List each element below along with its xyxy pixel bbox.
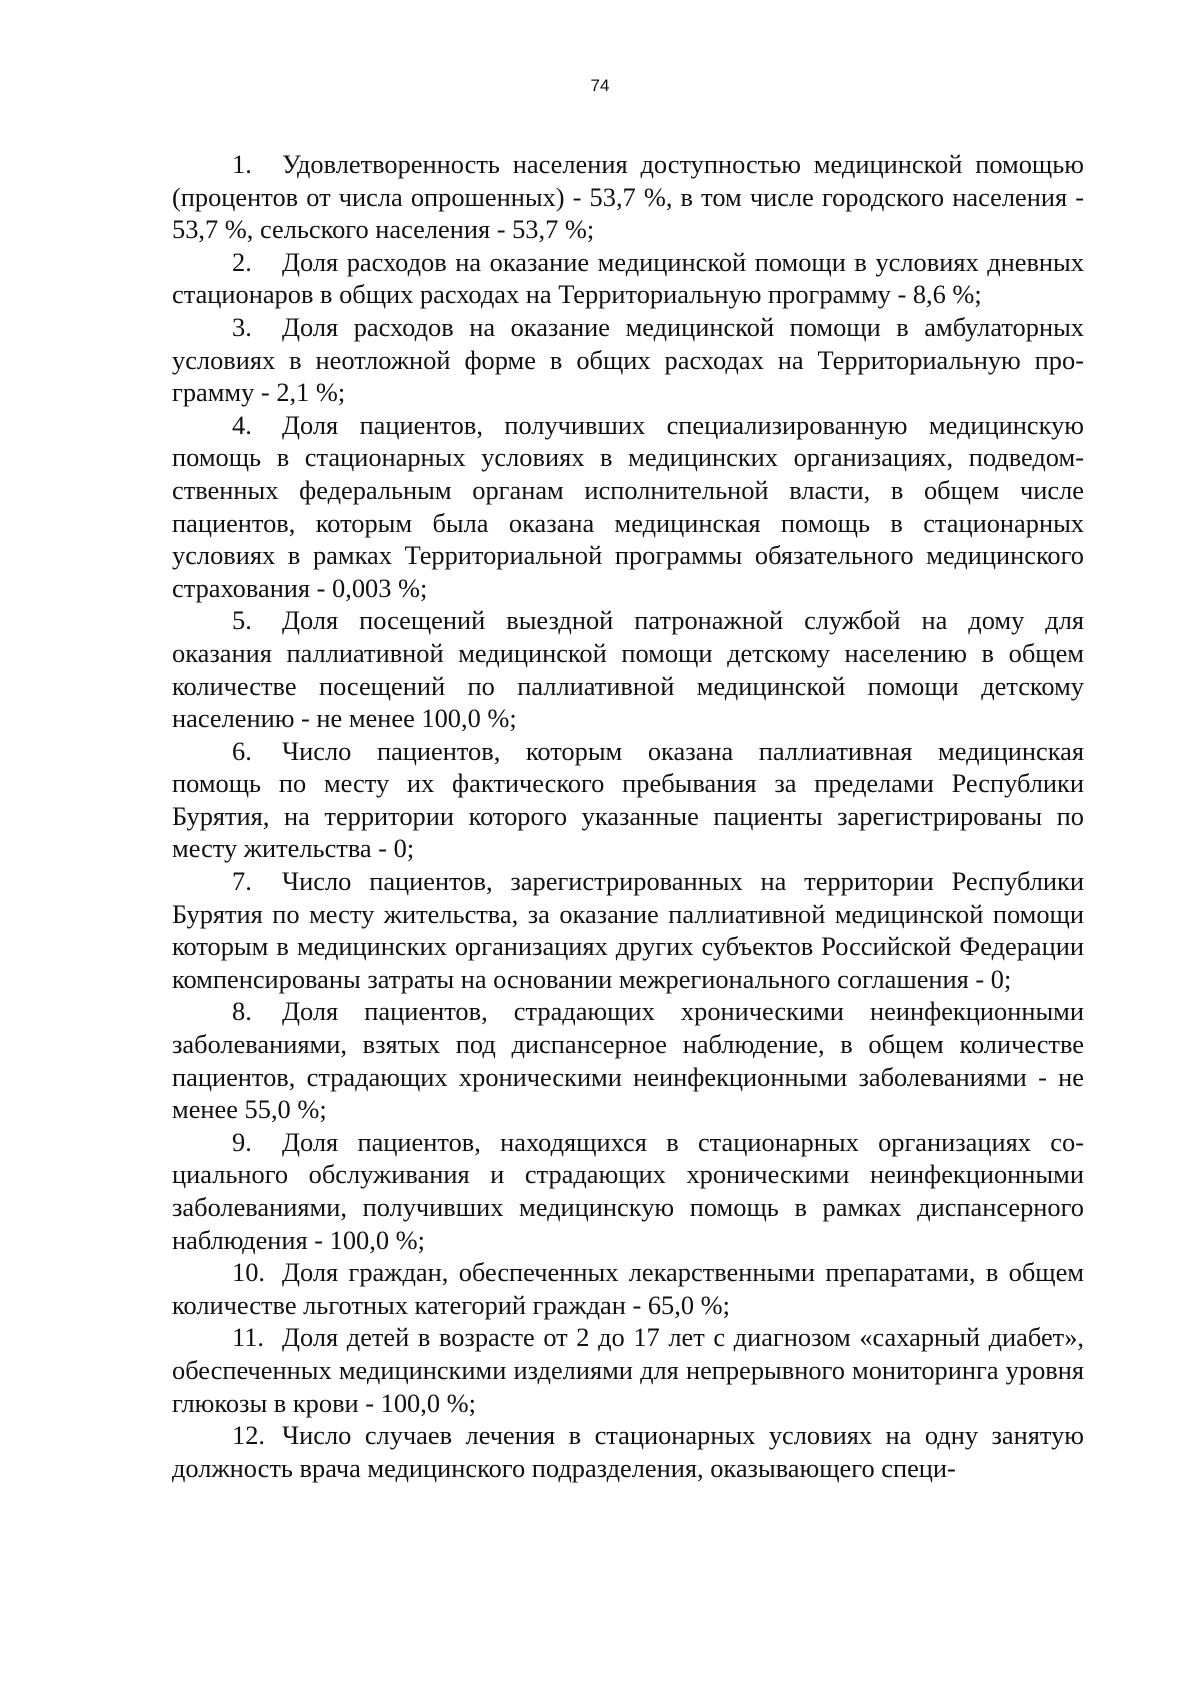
item-number: 5.: [232, 605, 252, 636]
item-number: 3.: [232, 311, 252, 342]
item-number: 9.: [232, 1126, 252, 1157]
list-item: [172, 604, 1084, 734]
item-text: Доля расходов на оказание медицинской помощи в амбулаторных условиях в неотложной форме в общих расходах на Территориальную программу - 2,1 %;: [172, 311, 1084, 408]
item-number: 1.: [232, 149, 252, 179]
item-number: 10.: [232, 1257, 265, 1288]
list-item: [172, 409, 1084, 605]
item-text: Доля посещений выездной патронажной службой на дому для оказания паллиативной медицинской помощи детскому населению в общем количестве посещений по паллиативной медицинской помощи детскому населению - не менее 100,0 %;: [172, 605, 1084, 734]
item-text: Число пациентов, зарегистрированных на территории Республики Бурятия по месту жительства, за оказание паллиативной медицинской помощи которым в медицинских организациях других субъектов Российской Федерации компенсированы затраты на основании межрегионального соглашения - 0;: [172, 866, 1084, 994]
item-text: Число пациентов, которым оказана паллиативная медицинская помощь по месту их фактического пребывания за пределами Республики Бурятия, на территории которого указанные пациенты зарегистрированы по месту жительства - 0;: [172, 735, 1084, 864]
item-number: 7.: [232, 866, 252, 897]
list-item: [172, 735, 1084, 865]
document-body: [172, 148, 1084, 1484]
list-item: [172, 1256, 1084, 1321]
item-number: 4.: [232, 409, 252, 440]
item-text: Число случаев лечения в стационарных условиях на одну занятую должность врача медицинского подразделения, оказывающего специ-: [172, 1420, 1084, 1483]
item-number: 11.: [232, 1322, 265, 1353]
list-item: [172, 1126, 1084, 1256]
list-item: [172, 1419, 1084, 1484]
list-item: [172, 311, 1084, 409]
item-number: 2.: [232, 246, 252, 277]
item-text: Доля пациентов, получивших специализированную медицинскую помощь в стационарных условиях в медицинских организациях, подведомственных федеральным органам исполнительной власти, в общем числе пациентов, которым была оказана медицинская помощь в стационарных условиях в рамках Территориальной программы обязательного медицинского страхования - 0,003 %;: [172, 409, 1084, 603]
item-number: 8.: [232, 996, 252, 1027]
item-text: Доля детей в возрасте от 2 до 17 лет с диагнозом «сахарный диабет», обеспеченных медицинскими изделиями для непрерывного мониторинга уровня глюкозы в крови - 100,0 %;: [172, 1322, 1084, 1418]
page-number: 74: [590, 76, 610, 95]
list-item: [172, 865, 1084, 995]
item-text: Доля граждан, обеспеченных лекарственными препаратами, в общем количестве льготных категорий граждан - 65,0 %;: [172, 1257, 1084, 1320]
item-text: Доля расходов на оказание медицинской помощи в условиях дневных стационаров в общих расходах на Территориальную программу - 8,6 %;: [172, 246, 1084, 310]
item-text: Доля пациентов, находящихся в стационарных организациях социального обслуживания и страдающих хроническими неинфекционными заболеваниями, получивших медицинскую помощь в рамках диспансерного наблюдения - 100,0 %;: [172, 1126, 1084, 1255]
item-number: 12.: [232, 1420, 265, 1451]
item-text: Удовлетворенность населения доступностью медицинской помощью (процентов от числа опрошенных) - 53,7 %, в том числе городского населения - 53,7 %, сельского населения - 53,7 %;: [172, 149, 1084, 245]
list-item: [172, 1321, 1084, 1419]
list-item: [172, 246, 1084, 311]
list-item: [172, 995, 1084, 1125]
item-text: Доля пациентов, страдающих хроническими неинфекционными заболеваниями, взятых под диспансерное наблюдение, в общем количестве пациентов, страдающих хроническими неинфекционными заболеваниями - не менее 55,0 %;: [172, 996, 1084, 1125]
list-item: [172, 148, 1084, 246]
item-number: 6.: [232, 735, 252, 766]
